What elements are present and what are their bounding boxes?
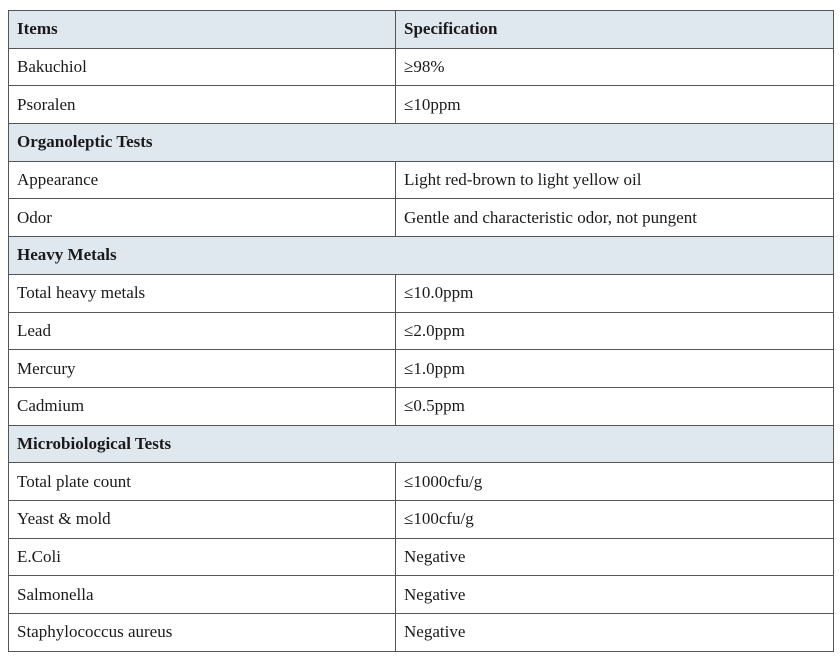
table-row	[9, 161, 834, 199]
table-header-row	[9, 11, 834, 49]
item-cell: Lead	[9, 312, 396, 350]
table-body	[9, 48, 834, 651]
items-column-header: Items	[9, 11, 396, 49]
specification-cell: ≤100cfu/g	[396, 500, 834, 538]
table-row	[9, 538, 834, 576]
table-row	[9, 274, 834, 312]
item-cell: Cadmium	[9, 387, 396, 425]
specification-cell: Negative	[396, 576, 834, 614]
specification-cell: Gentle and characteristic odor, not pungent	[396, 199, 834, 237]
table-row	[9, 500, 834, 538]
specification-cell: ≤10ppm	[396, 86, 834, 124]
item-cell: Psoralen	[9, 86, 396, 124]
item-cell: Staphylococcus aureus	[9, 614, 396, 652]
item-cell: Odor	[9, 199, 396, 237]
item-cell: Total heavy metals	[9, 274, 396, 312]
table-row	[9, 350, 834, 388]
specification-cell: ≤10.0ppm	[396, 274, 834, 312]
table-row	[9, 387, 834, 425]
specification-cell: ≤1.0ppm	[396, 350, 834, 388]
table-row	[9, 463, 834, 501]
section-header-row	[9, 237, 834, 275]
specification-table	[8, 10, 834, 652]
table-row	[9, 86, 834, 124]
table-row	[9, 576, 834, 614]
specification-cell: Negative	[396, 538, 834, 576]
item-cell: Total plate count	[9, 463, 396, 501]
section-header-row	[9, 124, 834, 162]
section-title: Heavy Metals	[9, 237, 834, 275]
specification-column-header: Specification	[396, 11, 834, 49]
item-cell: Salmonella	[9, 576, 396, 614]
specification-cell: ≤2.0ppm	[396, 312, 834, 350]
specification-cell: ≤0.5ppm	[396, 387, 834, 425]
item-cell: Yeast & mold	[9, 500, 396, 538]
table-row	[9, 614, 834, 652]
specification-cell: ≥98%	[396, 48, 834, 86]
specification-cell: Negative	[396, 614, 834, 652]
item-cell: Mercury	[9, 350, 396, 388]
item-cell: Bakuchiol	[9, 48, 396, 86]
specification-cell: Light red-brown to light yellow oil	[396, 161, 834, 199]
item-cell: Appearance	[9, 161, 396, 199]
section-title: Organoleptic Tests	[9, 124, 834, 162]
table-row	[9, 48, 834, 86]
item-cell: E.Coli	[9, 538, 396, 576]
section-header-row	[9, 425, 834, 463]
table-row	[9, 312, 834, 350]
table-row	[9, 199, 834, 237]
specification-cell: ≤1000cfu/g	[396, 463, 834, 501]
section-title: Microbiological Tests	[9, 425, 834, 463]
